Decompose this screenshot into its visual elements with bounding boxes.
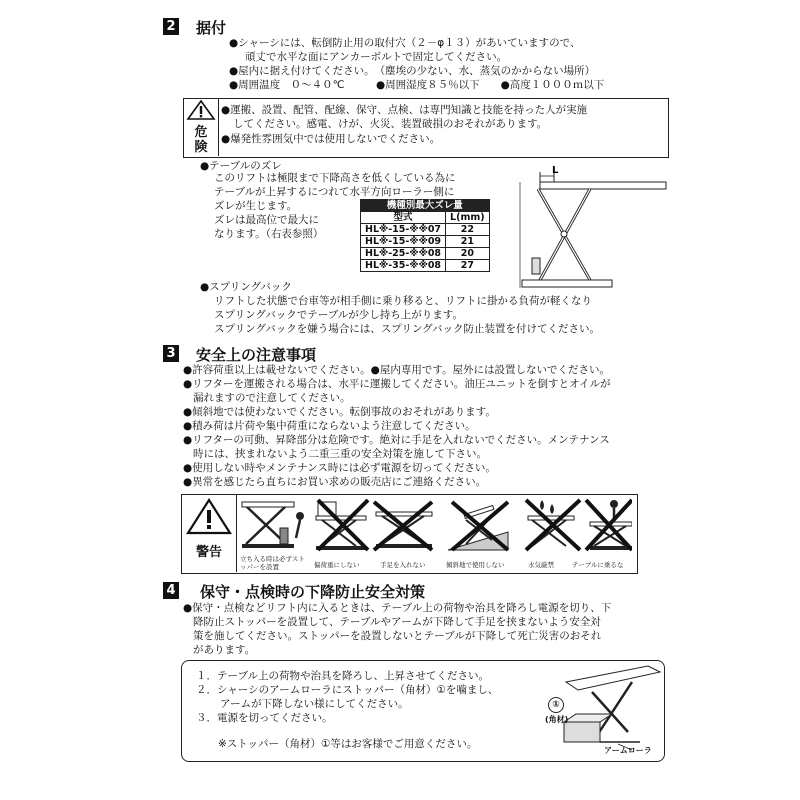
warning-label: 警告 <box>195 545 222 560</box>
zure-model: HL※-35-※※08 <box>361 260 446 272</box>
section-2-title: 据付 <box>196 19 227 37</box>
zure-model: HL※-15-※※09 <box>361 236 446 248</box>
sec3-line: ●使用しない時やメンテナンス時には必ず電源を切ってください。 <box>183 462 496 474</box>
zure-col-l: L(mm) <box>446 212 490 224</box>
slope-pictogram <box>448 502 508 550</box>
step-line: アームが下降しない様にしてください。 <box>220 698 409 710</box>
warning-item-label: テーブルに乗るな <box>572 561 624 569</box>
stopper-note: ※ストッパー（角材）①等はお客様でご用意ください。 <box>218 738 478 750</box>
water-pictogram <box>526 500 580 550</box>
zure-line: このリフトは極限まで下降高さを低くしている為に <box>214 172 456 184</box>
no-ride-pictogram <box>586 500 632 550</box>
warning-item-label: 立ち入る時は必ずストッパーを設置 <box>240 555 305 571</box>
danger-label: 危険 <box>194 125 208 155</box>
sec3-line: ●許容荷重以上は載せないでください。●屋内専用です。屋外には設置しないでください。 <box>183 364 610 376</box>
warning-item-label: 水気厳禁 <box>528 561 554 569</box>
sec4-line: 降防止ストッパーを設置して、テーブルやアームが下降して手足を挟まないよう安全対 <box>193 616 601 628</box>
sec4-line: 策を施してください。ストッパーを設置しないとテーブルが下降して死亡災害のおそれ <box>193 630 602 642</box>
sec2-line: 頑丈で水平な面にアンカーボルトで固定してください。 <box>245 51 508 63</box>
callout-part-label: (角材) <box>545 715 569 724</box>
warning-icon-panel <box>182 495 237 572</box>
zure-model: HL※-25-※※08 <box>361 248 446 260</box>
zure-line: ズレが生じます。 <box>214 200 298 212</box>
table-row <box>361 260 490 272</box>
table-row <box>361 236 490 248</box>
zure-heading: ●テーブルのズレ <box>200 160 282 172</box>
warning-triangle-icon <box>184 99 218 121</box>
step-line: １．テーブル上の荷物や治具を降ろし、上昇させてください。 <box>196 670 490 682</box>
warning-item-label: 傾斜地で使用しない <box>446 561 505 569</box>
section-3-number: 3 <box>163 345 179 362</box>
offcenter-load-pictogram <box>316 500 368 550</box>
zure-l: 21 <box>446 236 490 248</box>
springback-line: リフトした状態で台車等が相手側に乗り移ると、リフトに掛かる負荷が軽くなり <box>214 295 592 307</box>
diagram-l-label: L <box>552 165 559 176</box>
zure-table-title: 機種別最大ズレ量 <box>361 200 490 212</box>
section-3-title: 安全上の注意事項 <box>196 346 317 364</box>
callout-number: ① <box>548 697 564 713</box>
warning-item-label: 手足を入れない <box>380 561 426 569</box>
lift-shift-diagram <box>518 162 668 292</box>
arm-roller-label: アームローラ <box>604 746 652 755</box>
stopper-pictogram <box>242 502 304 548</box>
sec4-line: ●保守・点検などリフト内に入るときは、テーブル上の荷物や治具を降ろし電源を切り、下 <box>183 602 612 614</box>
section-4-number: 4 <box>163 582 179 599</box>
sec3-line: ●傾斜地では使わないでください。転倒事故のおそれがあります。 <box>183 406 496 418</box>
warning-pictograms <box>240 498 632 554</box>
zure-l: 20 <box>446 248 490 260</box>
zure-table <box>360 199 490 272</box>
danger-icon-panel <box>184 99 219 156</box>
sec4-line: があります。 <box>193 644 256 656</box>
hands-feet-pictogram <box>374 502 432 550</box>
danger-line: してください。感電、けが、火災、装置破損のおそれがあります。 <box>233 118 548 130</box>
step-line: ２．シャーシのアームローラにストッパー（角材）①を噛まし、 <box>196 684 499 696</box>
sec3-line: ●異常を感じたら直ちにお買い求めの販売店にご連絡ください。 <box>183 476 487 488</box>
springback-heading: ●スプリングバック <box>200 281 292 293</box>
sec2-line: ●周囲温度 ０～４０℃ ●周囲湿度８５％以下 ●高度１０００ｍ以下 <box>229 79 605 91</box>
zure-line: テーブルが上昇するにつれて水平方向ローラー側に <box>214 186 455 198</box>
zure-model: HL※-15-※※07 <box>361 224 446 236</box>
zure-line: なります。（右表参照） <box>214 228 324 240</box>
table-row <box>361 224 490 236</box>
springback-line: スプリングバックを嫌う場合には、スプリングバック防止装置を付けてください。 <box>214 323 600 335</box>
warning-triangle-icon <box>182 495 236 537</box>
zure-line: ズレは最高位で最大に <box>214 214 319 226</box>
sec3-line: ●積み荷は片荷や集中荷重にならないよう注意してください。 <box>183 420 476 432</box>
sec3-line: 時には、挟まれないよう二重三重の安全対策を施して下さい。 <box>193 448 487 460</box>
table-row <box>361 248 490 260</box>
springback-line: スプリングバックでテーブルが少し持ち上がります。 <box>214 309 463 321</box>
section-2-number: 2 <box>163 18 179 35</box>
warning-item-label: 偏荷重にしない <box>314 561 360 569</box>
zure-l: 22 <box>446 224 490 236</box>
danger-line: ●運搬、設置、配管、配線、保守、点検、は専門知識と技能を持った人が実施 <box>221 104 588 116</box>
sec3-line: ●リフターの可動、昇降部分は危険です。絶対に手足を入れないでください。メンテナンス <box>183 434 610 446</box>
sec3-line: 漏れますので注意してください。 <box>193 392 351 404</box>
danger-line: ●爆発性雰囲気中では使用しないでください。 <box>221 133 441 145</box>
sec3-line: ●リフターを運搬される場合は、水平に運搬してください。油圧ユニットを倒すとオイルが <box>183 378 611 390</box>
sec2-line: ●シャーシには、転倒防止用の取付穴（２－φ１３）があいていますので、 <box>229 37 581 49</box>
step-line: ３．電源を切ってください。 <box>196 712 333 724</box>
sec2-line: ●屋内に据え付けてください。 （塵埃の少ない、水、蒸気のかからない場所） <box>229 65 596 77</box>
section-4-title: 保守・点検時の下降防止安全対策 <box>200 583 426 601</box>
zure-col-model: 型式 <box>361 212 446 224</box>
zure-l: 27 <box>446 260 490 272</box>
